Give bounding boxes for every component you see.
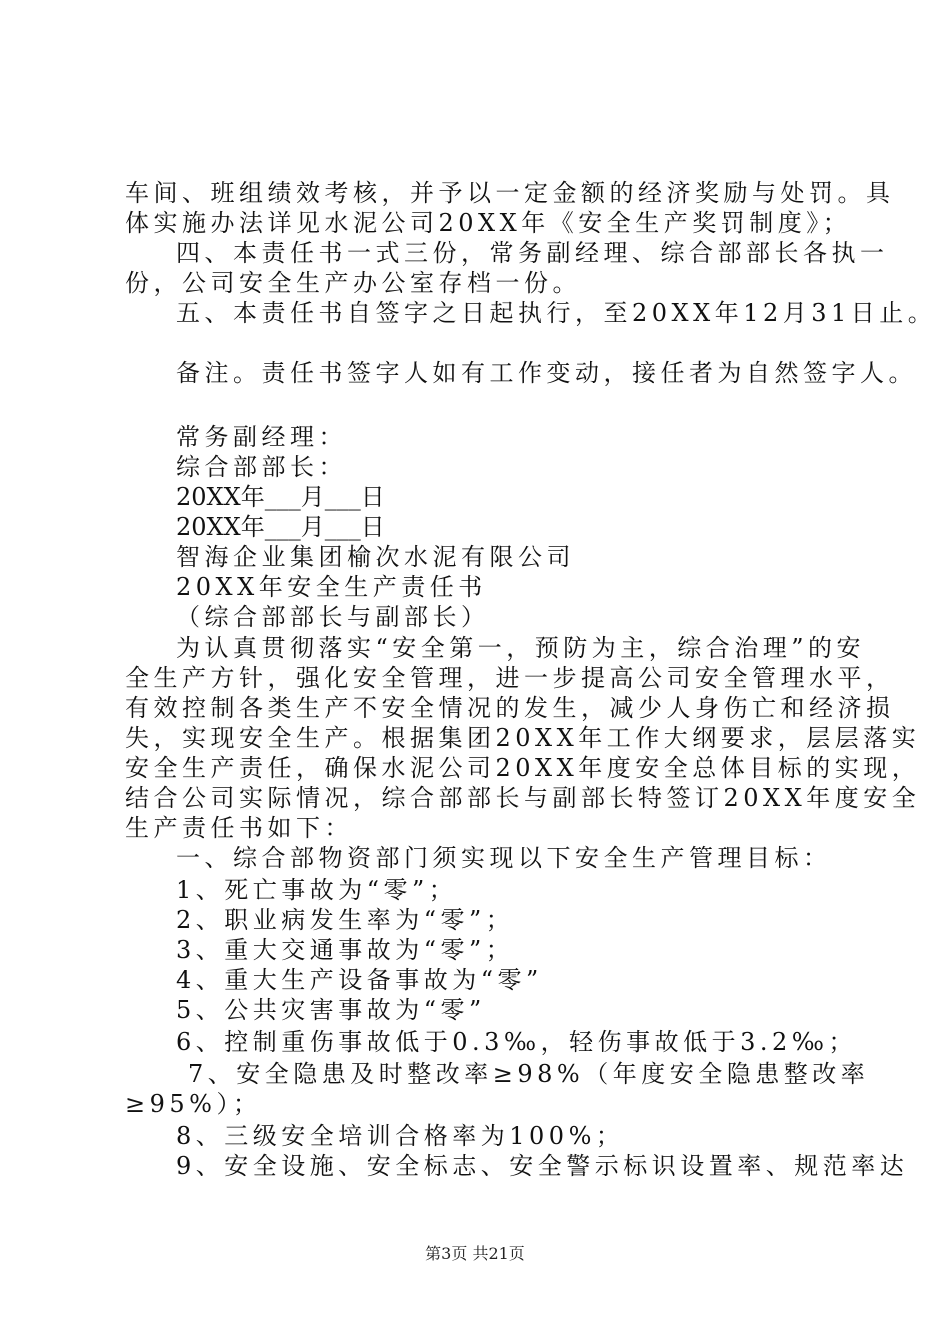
list-item: 6、控制重伤事故低于0.3‰，轻伤事故低于3.2‰； [176, 1028, 858, 1056]
remark-line: 备注。责任书签字人如有工作变动，接任者为自然签字人。 [176, 359, 917, 387]
document-title: 20XX年安全生产责任书 [176, 573, 487, 601]
body-line: 份，公司安全生产办公室存档一份。 [125, 269, 581, 297]
list-item: 9、安全设施、安全标志、安全警示标识设置率、规范率达 [176, 1152, 909, 1180]
list-item: 8、三级安全培训合格率为100%； [176, 1122, 625, 1150]
body-line: 结合公司实际情况，综合部部长与副部长特签订20XX年度安全 [125, 784, 921, 812]
list-item-continuation: ≥95%）； [125, 1090, 262, 1118]
list-item: 4、重大生产设备事故为“零” [176, 966, 543, 994]
signature-label: 常务副经理： [176, 423, 347, 451]
body-line: 四、本责任书一式三份，常务副经理、综合部部长各执一 [176, 239, 889, 267]
body-line: 失，实现安全生产。根据集团20XX年工作大纲要求，层层落实 [125, 724, 921, 752]
list-item: 7、安全隐患及时整改率≥98%（年度安全隐患整改率 [188, 1060, 870, 1088]
body-line: 安全生产责任，确保水泥公司20XX年度安全总体目标的实现， [125, 754, 921, 782]
document-subtitle: （综合部部长与副部长） [176, 603, 490, 631]
date-line: 20XX年___月___日 [176, 483, 385, 511]
body-line: 全生产方针，强化安全管理，进一步提高公司安全管理水平， [125, 664, 895, 692]
body-line: 有效控制各类生产不安全情况的发生，减少人身伤亡和经济损 [125, 694, 895, 722]
date-line: 20XX年___月___日 [176, 513, 385, 541]
body-line: 生产责任书如下： [125, 814, 353, 842]
section-heading: 一、综合部物资部门须实现以下安全生产管理目标： [176, 844, 832, 872]
list-item: 3、重大交通事故为“零”； [176, 936, 515, 964]
list-item: 5、公共灾害事故为“零” [176, 996, 486, 1024]
signature-label: 综合部部长： [176, 453, 347, 481]
body-line: 体实施办法详见水泥公司20XX年《安全生产奖罚制度》； [125, 209, 852, 237]
body-line: 五、本责任书自签字之日起执行，至20XX年12月31日止。 [176, 299, 937, 327]
page-number-footer: 第3页 共21页 [425, 1244, 525, 1263]
body-line: 为认真贯彻落实“安全第一，预防为主，综合治理”的安 [176, 634, 866, 662]
list-item: 1、死亡事故为“零”； [176, 876, 458, 904]
company-name: 智海企业集团榆次水泥有限公司 [176, 543, 575, 571]
list-item: 2、职业病发生率为“零”； [176, 906, 515, 934]
body-line: 车间、班组绩效考核，并予以一定金额的经济奖励与处罚。具 [125, 179, 895, 207]
